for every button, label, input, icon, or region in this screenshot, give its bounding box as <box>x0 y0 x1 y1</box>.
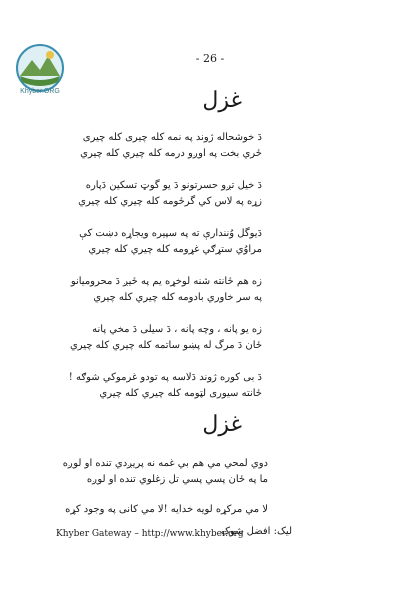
verse-line: ما په ځان پسي پسي تل زغلوي تنده او لوږه <box>86 474 268 485</box>
poem-title: غزل <box>202 88 242 113</box>
verse-line: دَ بی کوره ژوند دَلاسه په تودو غرموکي شوګه ! <box>68 372 262 383</box>
verse-line: مراوُي ستړګي غړومه کله چیري کله چیري <box>88 244 262 255</box>
verse-line: ځري بخت په اوږو درمه کله چیري کله چیري <box>80 148 262 159</box>
verse-line: ځانته سیوری لټومه کله چیري کله چیري <box>99 388 262 399</box>
verse-line: په سر خاوري بادومه کله چیري کله چیري <box>93 292 262 303</box>
stanza <box>38 502 268 518</box>
stanza <box>38 456 268 488</box>
verse-line: زه یو پانه ، وچه پانه ، دَ سیلی دَ مخي پانه <box>92 324 262 335</box>
verse-line: لا مي مرکړه لویه خدایه !لا مي کانی په وجود کړه <box>65 504 268 515</box>
verse-line: زه هم ځانته شنه لوخړه یم په ځیږ دَ محرومیانو <box>70 276 262 287</box>
verse-line: دَیوگل وُنندارې ته په سپیره ویجاړه دښت کې <box>79 228 262 239</box>
stanza <box>52 370 262 402</box>
khyber-logo-icon <box>14 42 66 94</box>
footer-author: لیک: افضل شوک <box>220 526 292 537</box>
verse-line: زړه په لاس کي گرځومه کله چیري کله چیري <box>78 196 262 207</box>
page-number: - 26 - <box>195 52 225 65</box>
poem-title: غزل <box>202 412 242 437</box>
poem1-stanzas <box>52 130 262 418</box>
logo-text: Khyber.ORG <box>20 88 60 95</box>
stanza <box>52 274 262 306</box>
verse-line: دوي لمحي مي هم بي غمه نه پریږدي تنده او لوږه <box>62 458 268 469</box>
stanza <box>52 226 262 258</box>
stanza <box>52 130 262 162</box>
verse-line: ځان دَ مرگ له پښو ساتمه کله چیري کله چیري <box>69 340 262 351</box>
stanza <box>52 178 262 210</box>
verse-line: دَ خوشحاله ژوند په نمه کله چیری کله چیری <box>82 132 262 143</box>
poem2-stanzas <box>38 456 268 532</box>
stanza <box>52 322 262 354</box>
verse-line: دَ خیل تږو حسرتونو دَ یو گوټ تسکین دَپاره <box>85 180 262 191</box>
footer-source-link[interactable]: Khyber Gateway – http://www.khyber.org <box>56 529 244 539</box>
